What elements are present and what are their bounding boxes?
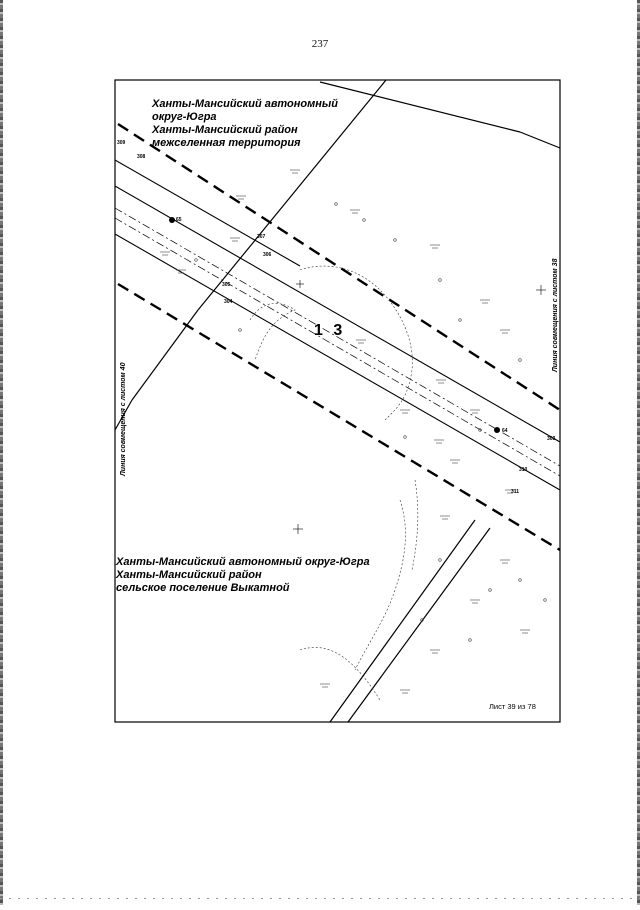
corridor-dashdot-lines [115,208,560,476]
thin-grid-lines [115,80,560,722]
point-number: 304 [224,299,233,305]
zone-label-interterritory [152,98,338,150]
survey-grid-crosses [293,280,546,534]
marker-64-point [494,427,500,433]
zone-label-line: Ханты-Мансийский район [116,569,262,581]
marker-label: 65 [176,217,182,223]
zone-label-settlement [116,556,370,595]
zone-label-line: Ханты-Мансийский автономный округ-Югра [116,556,370,568]
map-frame [115,80,560,722]
point-number: 307 [257,234,266,240]
marker-label: 64 [502,428,508,434]
point-number: 311 [511,489,520,495]
zone-label-line: Ханты-Мансийский автономный [152,98,338,110]
point-number: 309 [117,140,126,146]
zone-label-line: сельское поселение Выкатной [116,582,290,594]
page-number: 237 [311,38,329,50]
point-number: 308 [137,154,146,160]
edge-label-sheet-38: Линия совмещения с листом 38 [552,258,559,372]
point-number: 305 [222,282,231,288]
zone-label-line: межселенная территория [152,137,301,149]
point-number: 310 [519,467,528,473]
point-number: 306 [263,252,272,258]
sheet-label: Лист 39 из 78 [489,702,536,711]
marker-65-point [169,217,175,223]
plot-number-label: 1 3 [314,322,346,339]
point-number: 303 [547,436,556,442]
terrain-symbols [160,170,546,693]
zone-label-line: Ханты-Мансийский район [152,124,298,136]
edge-label-sheet-40: Линия совмещения с листом 40 [120,362,127,476]
zone-label-line: округ-Югра [152,111,217,123]
